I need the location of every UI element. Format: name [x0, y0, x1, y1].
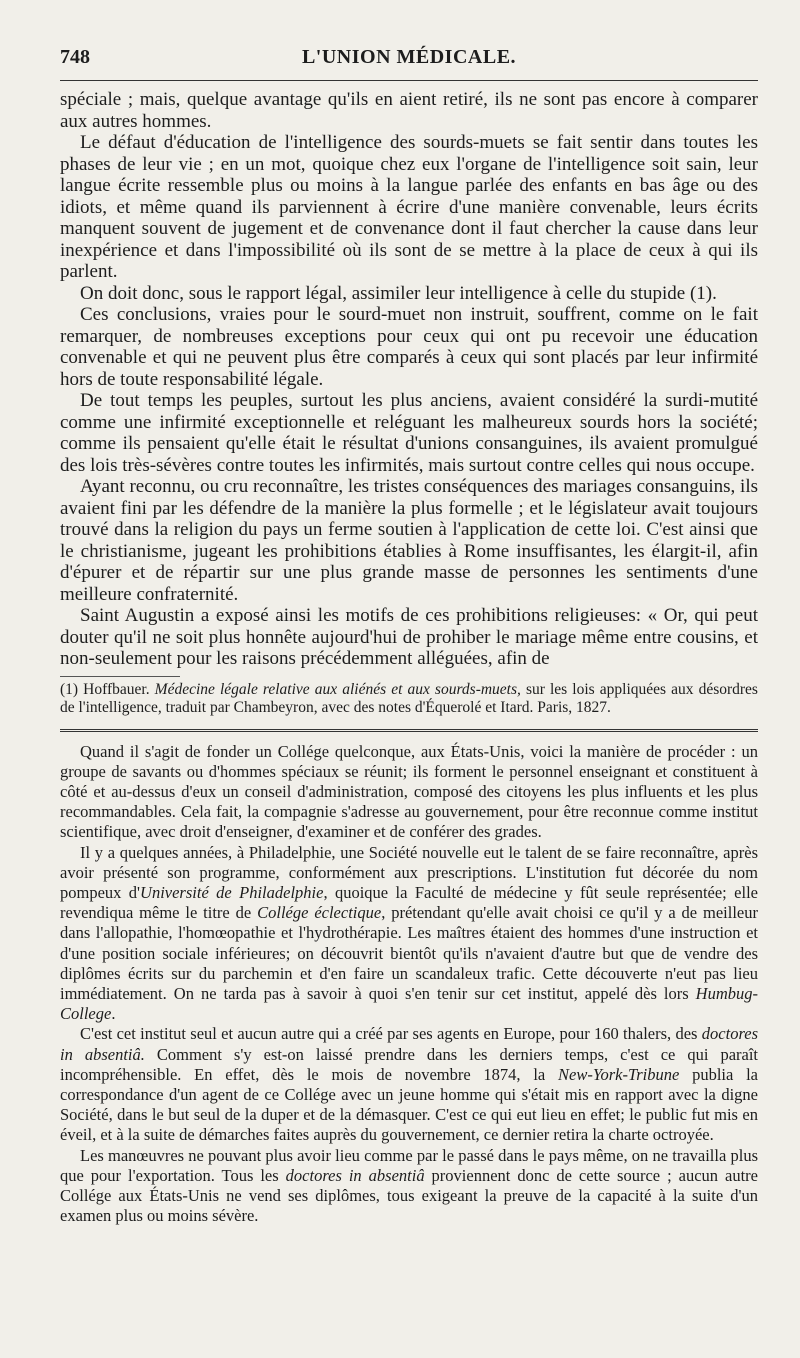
- paragraph: Le défaut d'éducation de l'intelligence des sourds-muets se fait sentir dans toutes les phases de leur vie ; en un mot, quoique chez eux l'organe de l'intelligence soit sain, leur langue écrite ressemble plus ou moins à la langue parlée des enfants en bas âge ou des idiots, et même quand ils parviennent à écrire d'une manière convenable, leurs écrits manquent souvent de jugement et de convenance dont il faut chercher la cause dans leur inexpérience et dans l'impossibilité où ils sont de se mettre à la place de ceux à qui ils parlent.: [60, 132, 758, 282]
- text-run: publia la correspondance d'un agent de ce Collége avec un jeune homme qui s'était mis en rapport avec la digne Société, dans le but seul de la duper et de la démasquer. C'est ce qui eut lieu en effet; le public fut mis en éveil, et à la suite de démarches faites auprès du gouvernement, ce dernier retira la charte octroyée.: [60, 1064, 759, 1145]
- text-run-italic: Humbug-College: [60, 983, 758, 1024]
- text-run-italic: doctores in absentiâ: [285, 1165, 425, 1185]
- paragraph: De tout temps les peuples, surtout les plus anciens, avaient considéré la surdi-mutité comme une infirmité exceptionnelle et reléguant les malheureux sourds hors la société; comme ils pensaient qu'elle était le résultat d'unions consanguines, ils avaient promulgué des lois très-sévères contre toutes les infirmités, mais surtout contre celles qui nous occupe.: [60, 390, 758, 476]
- paragraph: Quand il s'agit de fonder un Collége quelconque, aux États-Unis, voici la manière de procéder : un groupe de savants ou d'hommes spéciaux se réunit; ils forment le personnel enseignant et constituent à côté et au-dessus d'eux un conseil d'administration, composé des citoyens les plus influents et les plus recommandables. Cela fait, la compagnie s'adresse au gouvernement, pour être reconnue comme institut scientifique, avec droit d'enseigner, d'examiner et de conférer des grades.: [60, 741, 758, 842]
- footnote-marker: (1) Hoffbauer.: [60, 680, 150, 698]
- paragraph: On doit donc, sous le rapport légal, assimiler leur intelligence à celle du stupide (1).: [80, 282, 717, 304]
- footnote-rest: sur les lois appliquées aux désordres de l'intelligence, traduit par Chambeyron, avec des notes d'Équerolé et Itard. Paris, 1827.: [60, 680, 758, 716]
- text-run: .: [111, 1004, 116, 1024]
- text-run: , quoique la Faculté de médecine y fût seule représentée; elle revendiqua même le titre de: [60, 882, 758, 923]
- main-text: [60, 89, 758, 670]
- running-head: [60, 40, 758, 80]
- journal-title: L'UNION MÉDICALE.: [301, 46, 517, 68]
- header-rule: [60, 80, 758, 81]
- paragraph: [60, 1146, 758, 1227]
- text-run: C'est cet institut seul et aucun autre qui a créé par ses agents en Europe, pour 160 thalers, des: [80, 1024, 702, 1044]
- text-run: Les manœuvres ne pouvant plus avoir lieu comme par le passé dans le pays même, on ne travailla plus que pour l'exportation. Tous les: [60, 1145, 758, 1185]
- paragraph: Saint Augustin a exposé ainsi les motifs de ces prohibitions religieuses: « Or, qui peut douter qu'il ne soit plus honnête aujourd'hui de prohiber le mariage même entre cousins, et non-seulement pour les raisons précédemment alléguées, afin de: [60, 605, 758, 669]
- text-run-italic: Université de Philadelphie: [140, 882, 324, 902]
- footnote-title: Médecine légale relative aux aliénés et aux sourds-muets,: [154, 680, 521, 698]
- text-run: , prétendant qu'elle avait choisi ce qu'il y a de meilleur dans l'allopathie, l'homœopathie et l'hydrothérapie. Les maîtres étaient des hommes d'une instruction et d'une position sociale inférieures; on découvrit bientôt qu'ils n'avaient d'autre but que de vendre des diplômes écrits sur du parchemin et d'en faire un scandaleux trafic. Cette découverte n'eut pas lieu immédiatement. On ne tarda pas à savoir à quoi s'en tenir sur cet institut, appelé dès lors: [60, 903, 758, 1003]
- text-run: Comment s'y est-on laissé prendre dans les derniers temps, c'est ce qui paraît incompréhensible. En effet, dès le mois de novembre 1874, la: [60, 1044, 759, 1084]
- footnote-rule: [60, 676, 180, 677]
- section-divider: [60, 729, 758, 732]
- page-number: 748: [60, 46, 90, 68]
- paragraph: Ayant reconnu, ou cru reconnaître, les tristes conséquences des mariages consanguins, ils avaient fini par les défendre de la manière la plus formelle ; et le législateur avait toujours trouvé dans la religion du pays un ferme soutien à l'application de cette loi. C'est ainsi que le christianisme, jugeant les prohibitions établies à Rome insuffisantes, les élargit-il, afin d'épurer et de répartir sur une plus grande masse de personnes les sentiments d'une meilleure confraternité.: [60, 476, 758, 605]
- text-run-italic: Collége éclectique: [257, 903, 382, 923]
- paragraph: [60, 1024, 758, 1145]
- text-run-italic: New-York-Tribune: [558, 1064, 680, 1084]
- text-run-italic: doctores in absentiâ.: [60, 1024, 758, 1064]
- footnote: [60, 681, 758, 717]
- paragraph: spéciale ; mais, quelque avantage qu'ils en aient retiré, ils ne sont pas encore à comparer aux autres hommes.: [60, 89, 758, 132]
- paragraph: Ces conclusions, vraies pour le sourd-muet non instruit, souffrent, comme on le fait remarquer, de nombreuses exceptions pour ceux qui ont pu recevoir une éducation convenable et qui ne peuvent plus être comparés à ceux qui sont placés par leur infirmité hors de toute responsabilité légale.: [60, 304, 758, 390]
- text-run: proviennent donc de cette source ; aucun autre Collége aux États-Unis ne vend ses diplômes, tous exigeant la preuve de la capacité à la suite d'un examen plus ou moins sévère.: [60, 1165, 758, 1226]
- text-run: Il y a quelques années, à Philadelphie, une Société nouvelle eut le talent de se faire reconnaître, après avoir présenté son programme, conformément aux prescriptions. L'institution fut décorée du nom pompeux d': [60, 842, 758, 902]
- paragraph: [60, 843, 758, 1025]
- second-article: [60, 742, 758, 1227]
